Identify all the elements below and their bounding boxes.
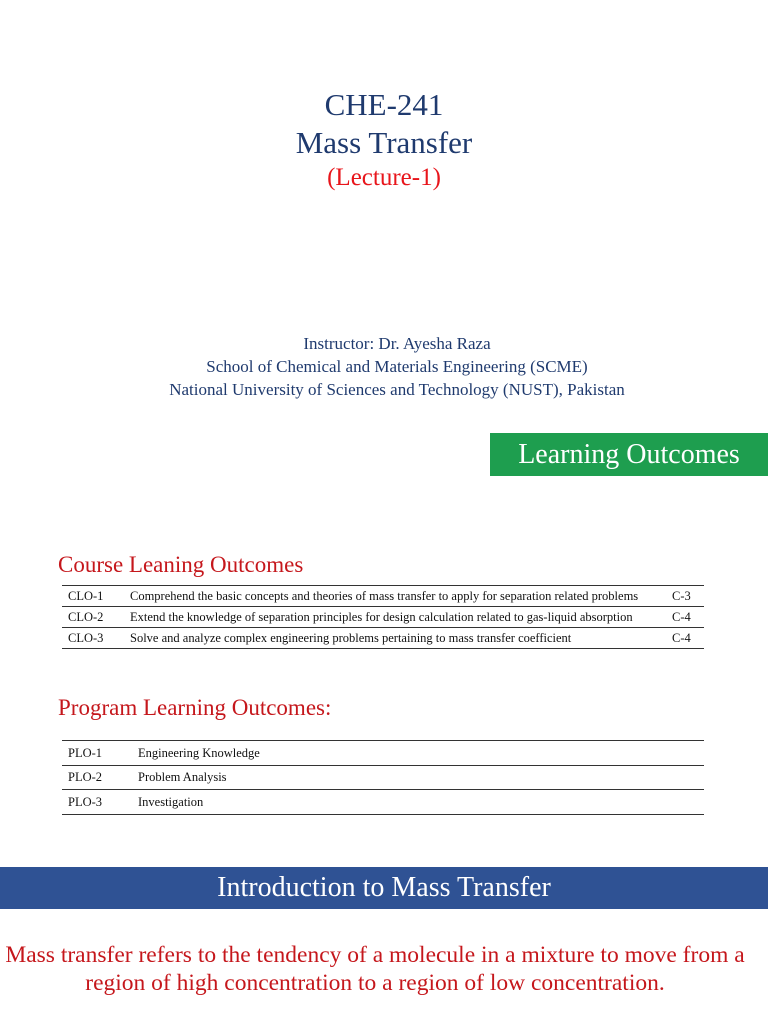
clo-heading: Course Leaning Outcomes [58, 552, 304, 577]
clo-code: CLO-3 [68, 631, 104, 645]
clo-description: Extend the knowledge of separation principles for design calculation related to gas-liquid absorption [130, 610, 633, 624]
table-row [62, 607, 704, 628]
course-name: Mass Transfer [295, 125, 473, 160]
clo-description: Comprehend the basic concepts and theories of mass transfer to apply for separation related problems [130, 589, 639, 603]
clo-code: CLO-2 [68, 610, 104, 624]
intro-definition: Mass transfer refers to the tendency of a molecule in a mixture to move from a region of high concentration to a region of low concentration. [5, 942, 745, 996]
school-name: School of Chemical and Materials Engineering (SCME) [206, 357, 588, 376]
table-row [62, 586, 704, 607]
instructor-block [0, 332, 768, 401]
clo-table [62, 585, 704, 649]
clo-level: C-4 [672, 631, 691, 645]
table-row [62, 765, 704, 790]
plo-description: Problem Analysis [138, 770, 227, 785]
plo-code: PLO-1 [68, 745, 103, 760]
table-row [62, 790, 704, 815]
instructor-name: Instructor: Dr. Ayesha Raza [303, 334, 491, 353]
plo-description: Engineering Knowledge [138, 745, 260, 760]
clo-level: C-3 [672, 589, 691, 603]
course-code: CHE-241 [324, 87, 444, 122]
table-row [62, 741, 704, 766]
learning-outcomes-banner: Learning Outcomes [490, 433, 768, 476]
title-block [0, 86, 768, 194]
clo-code: CLO-1 [68, 589, 104, 603]
plo-code: PLO-2 [68, 770, 103, 785]
table-row [62, 628, 704, 649]
clo-description: Solve and analyze complex engineering problems pertaining to mass transfer coefficient [130, 631, 572, 645]
plo-code: PLO-3 [68, 794, 103, 809]
plo-table [62, 740, 704, 815]
clo-level: C-4 [672, 610, 691, 624]
plo-heading: Program Learning Outcomes: [58, 695, 332, 720]
lecture-number: (Lecture-1) [327, 164, 441, 191]
intro-banner: Introduction to Mass Transfer [0, 867, 768, 909]
university-name: National University of Sciences and Technology (NUST), Pakistan [169, 380, 625, 399]
plo-description: Investigation [138, 794, 204, 809]
